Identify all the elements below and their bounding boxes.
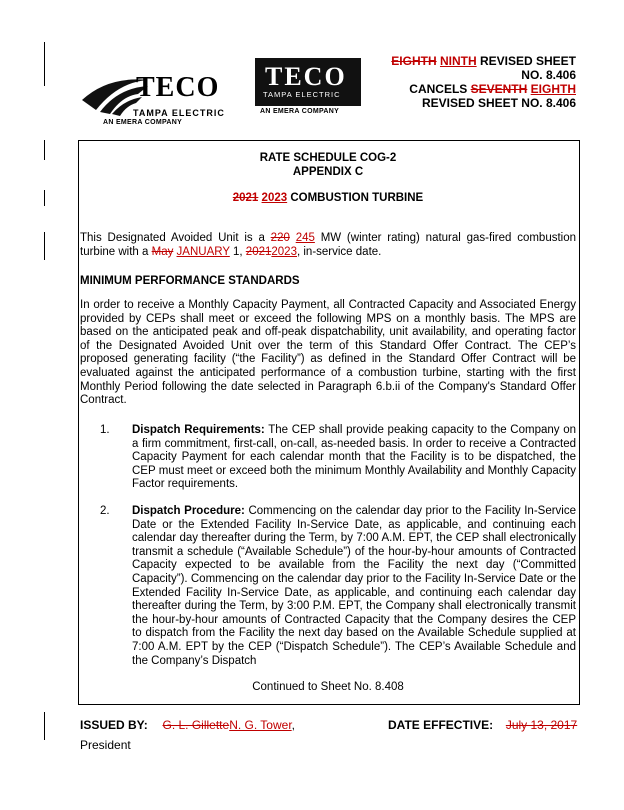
item-body: Commencing on the calendar day prior to the Facility In-Service Date or the Extended Facility In-Service Date, as applicable, and continuing each calendar day thereafter during the Term, by 7:00 A.M. EPT, the CEP shall electronically transmit a schedule (“Available Schedule”) of the hour-by-hour amounts of Contracted Capacity expected to be available from the Facility the next day (“Committed Capacity”). Commencing on the calendar day prior to the Facility In-Service Date or the Extended Facility In-Service Date, as applicable, and continuing each calendar day thereafter during the Term, by 3:00 P.M. EPT, the Company shall electronically transmit the hour-by-hour amounts of Contracted Capacity that the Company desires the CEP to dispatch from the Facility the next day based on the Available Schedule supplied at 7:00 A.M. EPT by the CEP (“Dispatch Schedule”). The CEP’s Available Schedule and the Company’s Dispatch	[132, 505, 577, 667]
change-bar	[44, 140, 45, 160]
item-number: 2.	[100, 505, 110, 517]
unit-heading	[80, 192, 576, 206]
issuer-title: President	[80, 738, 131, 752]
deleted-text: EIGHTH	[391, 54, 437, 68]
title-line-1: RATE SCHEDULE COG-2	[259, 152, 397, 164]
body-paragraph: In order to receive a Monthly Capacity Payment, all Contracted Capacity and Associated Energy provided by CEPs shall meet or exceed the following MPS on a monthly basis. The MPS are based on the anticipated peak and off-peak dispatchability, unit availability, and operating factor of the Designated Avoided Unit over the term of this Standard Offer Contract. The CEP’s proposed generating facility (“the Facility”) as defined in the Standard Offer Contract will be evaluated against the anticipated performance of a combustion turbine, starting with the first Monthly Period following the date selected in Paragraph 6.b.ii of the Company's Standard Offer Contract.	[80, 299, 576, 407]
intro-text: 1,	[229, 245, 246, 258]
logo-sub1-text: TAMPA ELECTRIC	[263, 90, 341, 99]
sheet-line-1	[391, 54, 576, 68]
inserted-text: 245	[295, 232, 315, 244]
intro-paragraph	[80, 232, 576, 259]
continued-note: Continued to Sheet No. 8.408	[252, 681, 404, 693]
inserted-text: EIGHTH	[530, 82, 576, 96]
intro-text: This Designated Avoided Unit is a	[80, 232, 271, 244]
deleted-text: 220	[270, 232, 290, 244]
deleted-text: July 13, 2017	[505, 718, 578, 732]
logo-subtitle	[103, 108, 225, 126]
sheet-line-1-rest: REVISED SHEET	[476, 54, 576, 68]
logo-sub2-text: AN EMERA COMPANY	[103, 119, 183, 126]
item-text	[132, 424, 576, 492]
title-line-2: APPENDIX C	[292, 165, 364, 178]
inserted-text: 2023	[261, 192, 288, 204]
logo-wordmark: TECO	[265, 62, 347, 91]
change-bar	[44, 190, 45, 206]
deleted-text: May	[151, 245, 174, 258]
item-body: The CEP shall provide peaking capacity to the Company on a firm commitment, first-call, on-call, as-needed basis. In order to receive a Contracted Capacity Payment for each calendar month that the Facility is to be dispatched, the CEP must meet or exceed both the minimum Monthly Availability and Monthly Capacity Factor requirements.	[132, 424, 576, 491]
item-label: Dispatch Requirements:	[132, 424, 265, 436]
logo-wordmark: TECO	[136, 72, 220, 103]
intro-text: , in-service date.	[296, 245, 382, 258]
sheet-line-3-pre: CANCELS	[409, 82, 471, 96]
inserted-text: NINTH	[439, 54, 477, 68]
deleted-text: 2021	[245, 245, 272, 258]
item-label: Dispatch Procedure:	[132, 505, 245, 517]
logo-sub2-text: AN EMERA COMPANY	[260, 108, 340, 115]
inserted-text: N. G. Tower	[229, 718, 292, 732]
deleted-text: SEVENTH	[470, 82, 528, 96]
sheet-number-block	[391, 54, 576, 110]
change-bar	[44, 712, 45, 740]
issued-label: ISSUED BY:	[80, 718, 148, 732]
date-effective	[388, 718, 577, 732]
sheet-line-2: NO. 8.406	[521, 68, 576, 82]
deleted-text: G. L. Gillette	[162, 718, 230, 732]
section-heading: MINIMUM PERFORMANCE STANDARDS	[80, 275, 300, 287]
change-bar	[44, 42, 45, 86]
item-number: 1.	[100, 424, 110, 436]
effective-label: DATE EFFECTIVE:	[388, 718, 494, 732]
heading-rest: COMBUSTION TURBINE	[287, 192, 424, 204]
inserted-text: 2023	[271, 245, 297, 258]
logo-block	[255, 58, 361, 106]
issued-by	[80, 718, 295, 732]
deleted-text: 2021	[232, 192, 259, 204]
logo-sub1-text: TAMPA ELECTRIC	[133, 108, 225, 118]
schedule-title	[80, 152, 576, 179]
sheet-line-3	[391, 82, 576, 96]
sheet-line-4: REVISED SHEET NO. 8.406	[421, 96, 576, 110]
intro-text: MW (winter rating) natural gas-fired combustion turbine with a	[80, 232, 577, 258]
issued-comma: ,	[291, 718, 295, 732]
item-text	[132, 505, 576, 668]
inserted-text: JANUARY	[176, 245, 230, 258]
change-bar	[44, 232, 45, 260]
